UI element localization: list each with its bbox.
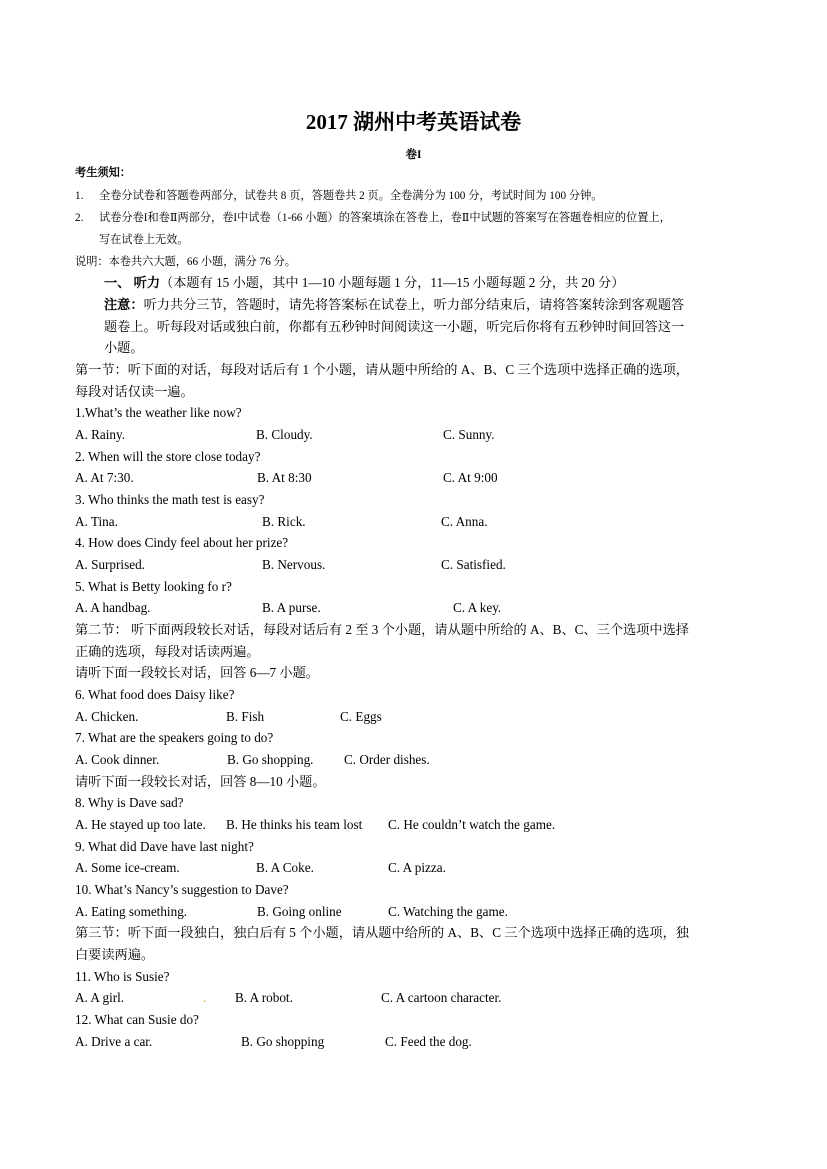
option-b[interactable]: B. A purse. [262, 600, 321, 615]
page-subtitle: 卷I [405, 149, 422, 161]
part-instructions: 第一节：听下面的对话，每段对话后有 1 个小题，请从题中所给的 A、B、C 三个选项中选择正确的选项， [75, 362, 689, 377]
option-c[interactable]: C. Eggs [340, 709, 382, 724]
dialogue-instruction: 请听下面一段较长对话，回答 8—10 小题。 [75, 774, 326, 789]
option-b[interactable]: B. He thinks his team lost [226, 817, 363, 832]
option-b[interactable]: B. Go shopping [241, 1034, 325, 1049]
notice-item-text: 试卷分卷I和卷Ⅱ两部分，卷I中试卷（1-66 小题）的答案填涂在答卷上，卷Ⅱ中试题的答案写在答题卷相应的位置上， [99, 212, 671, 224]
option-c[interactable]: C. A key. [453, 600, 502, 615]
question-text: 5. What is Betty looking fo r? [75, 579, 232, 594]
option-c[interactable]: C. Feed the dog. [385, 1034, 472, 1049]
question-text: 10. What’s Nancy’s suggestion to Dave? [75, 882, 289, 897]
attention-text: 听力共分三节，答题时，请先将答案标在试卷上，听力部分结束后，请将答案转涂到客观题答 [143, 297, 685, 312]
notice-item-cont: 写在试卷上无效。 [99, 234, 189, 246]
option-b[interactable]: B. Going online [257, 904, 342, 919]
option-b[interactable]: B. Go shopping. [227, 752, 314, 767]
option-a[interactable]: A. At 7:30. [75, 470, 134, 485]
option-c[interactable]: C. Sunny. [443, 427, 495, 442]
notice-item-text: 全卷分试卷和答题卷两部分，试卷共 8 页，答题卷共 2 页。全卷满分为 100 分，考试时间为 100 分钟。 [99, 190, 603, 202]
option-b[interactable]: B. Nervous. [262, 557, 326, 572]
option-a[interactable]: A. Surprised. [75, 557, 145, 572]
option-c[interactable]: C. A pizza. [388, 860, 446, 875]
option-a[interactable]: A. A girl. [75, 990, 125, 1005]
question-text: 6. What food does Daisy like? [75, 687, 235, 702]
option-a[interactable]: A. Some ice-cream. [75, 860, 180, 875]
option-b[interactable]: B. Cloudy. [256, 427, 313, 442]
stray-mark: . [203, 990, 207, 1005]
part-instructions: 每段对话仅读一遍。 [75, 384, 194, 399]
attention-label: 注意： [104, 297, 144, 312]
option-a[interactable]: A. Eating something. [75, 904, 188, 919]
attention-text: 小题。 [104, 340, 144, 355]
part-instructions: 第二节： 听下面两段较长对话，每段对话后有 2 至 3 个小题，请从题中所给的 A、B、C、三个选项中选择 [75, 622, 689, 637]
option-c[interactable]: C. He couldn’t watch the game. [388, 817, 556, 832]
question-text: 8. Why is Dave sad? [75, 795, 184, 810]
option-a[interactable]: A. Tina. [75, 514, 118, 529]
attention-line [104, 296, 684, 314]
page-title: 2017 湖州中考英语试卷 [305, 110, 522, 134]
option-c[interactable]: C. Satisfied. [441, 557, 506, 572]
part-instructions: 正确的选项，每段对话读两遍。 [75, 644, 260, 659]
option-a[interactable]: A. Drive a car. [75, 1034, 153, 1049]
question-text: 1.What’s the weather like now? [75, 405, 242, 420]
option-a[interactable]: A. Chicken. [75, 709, 139, 724]
question-text: 12. What can Susie do? [75, 1012, 199, 1027]
part-instructions: 白要读两遍。 [75, 947, 155, 962]
option-c[interactable]: C. Watching the game. [388, 904, 508, 919]
notice-note: 说明：本卷共六大题，66 小题，满分 76 分。 [75, 256, 296, 268]
section-desc: （本题有 15 小题，其中 1—10 小题每题 1 分，11—15 小题每题 2 分，共 20 分） [160, 275, 625, 290]
option-a[interactable]: A. Cook dinner. [75, 752, 160, 767]
question-text: 3. Who thinks the math test is easy? [75, 492, 265, 507]
option-c[interactable]: C. At 9:00 [443, 470, 498, 485]
question-text: 4. How does Cindy feel about her prize? [75, 535, 289, 550]
option-b[interactable]: B. At 8:30 [257, 470, 312, 485]
part-instructions: 第三节：听下面一段独白，独白后有 5 个小题，请从题中给所的 A、B、C 三个选项中选择正确的选项，独 [75, 925, 689, 940]
option-a[interactable]: A. Rainy. [75, 427, 126, 442]
option-b[interactable]: B. Rick. [262, 514, 306, 529]
attention-text: 题卷上。听每段对话或独白前，你都有五秒钟时间阅读这一小题，听完后你将有五秒钟时间回答这一 [104, 319, 685, 334]
question-text: 9. What did Dave have last night? [75, 839, 254, 854]
notice-item-num: 1. [75, 190, 84, 202]
option-b[interactable]: B. A Coke. [256, 860, 314, 875]
notice-heading: 考生须知： [75, 167, 131, 179]
option-c[interactable]: C. A cartoon character. [381, 990, 502, 1005]
question-text: 7. What are the speakers going to do? [75, 730, 274, 745]
question-text: 11. Who is Susie? [75, 969, 170, 984]
section-heading [104, 274, 624, 292]
option-b[interactable]: B. A robot. [235, 990, 293, 1005]
option-c[interactable]: C. Anna. [441, 514, 488, 529]
dialogue-instruction: 请听下面一段较长对话，回答 6—7 小题。 [75, 665, 319, 680]
option-a[interactable]: A. He stayed up too late. [75, 817, 206, 832]
question-text: 2. When will the store close today? [75, 449, 261, 464]
option-a[interactable]: A. A handbag. [75, 600, 151, 615]
section-title: 一、 听力 [104, 275, 161, 290]
notice-item-num: 2. [75, 212, 84, 224]
option-b[interactable]: B. Fish [226, 709, 265, 724]
option-c[interactable]: C. Order dishes. [344, 752, 430, 767]
